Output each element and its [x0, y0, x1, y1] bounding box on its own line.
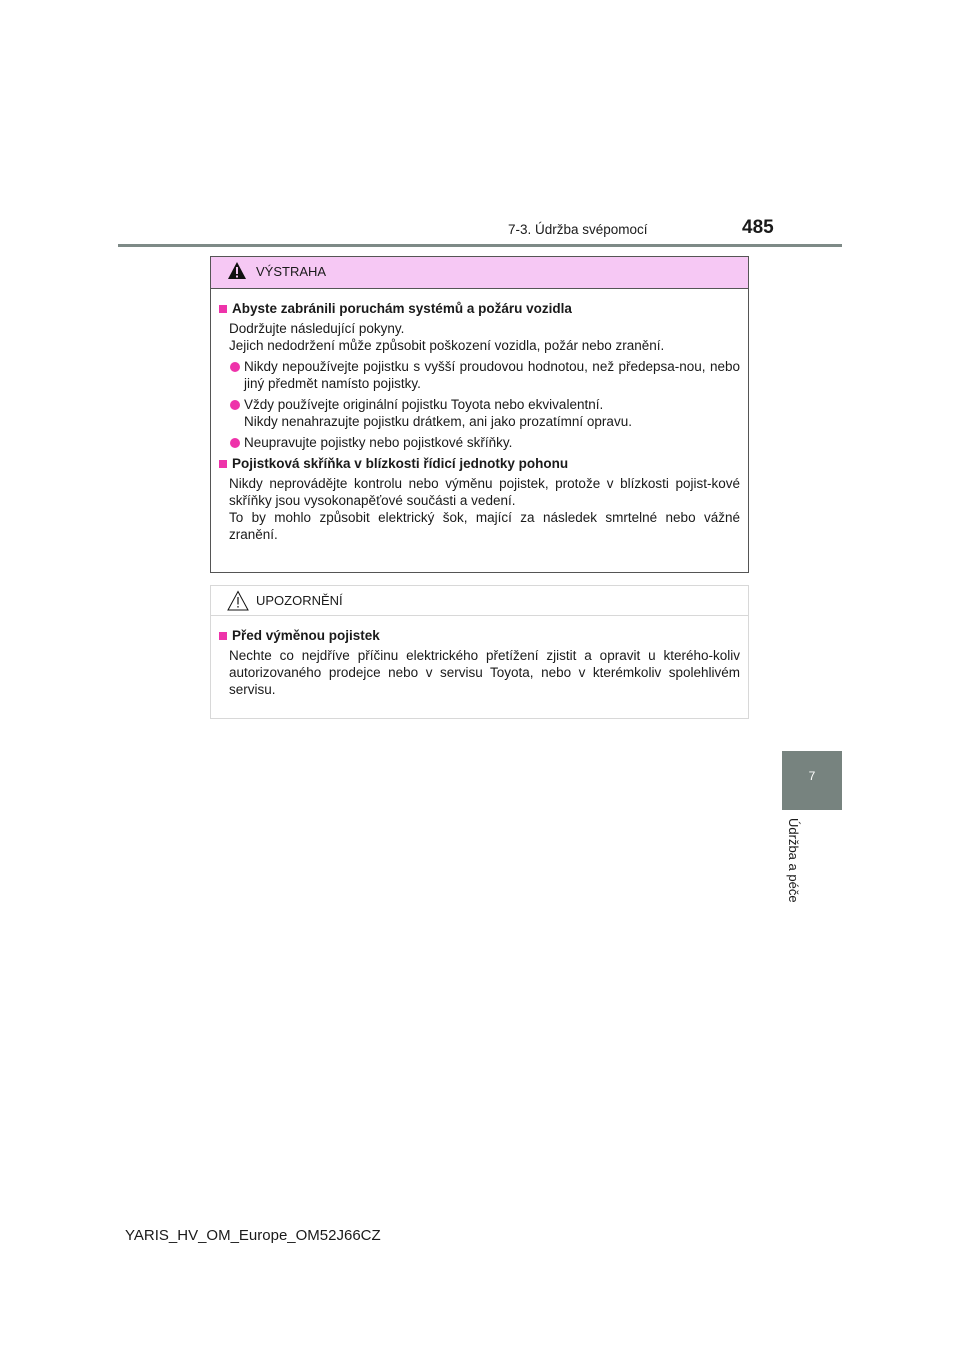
section-heading: Pojistková skříňka v blízkosti řídicí jednotky pohonu [218, 455, 740, 472]
header-divider [118, 244, 842, 247]
round-bullet-icon [230, 362, 240, 372]
chapter-number: 7 [808, 769, 816, 783]
chapter-tab[interactable] [782, 751, 842, 810]
section-heading: Abyste zabránili poruchám systémů a požáru vozidla [218, 300, 740, 317]
warning-triangle-outline-icon [227, 590, 249, 616]
paragraph: Dodržujte následující pokyny. Jejich nedodržení může způsobit poškození vozidla, požár nebo zranění. [229, 321, 665, 353]
warning-title: VÝSTRAHA [256, 264, 327, 279]
warning-triangle-filled-icon [227, 261, 247, 285]
list-item: Neupravujte pojistky nebo pojistkové skříňky. [218, 434, 740, 451]
paragraph: Nikdy neprovádějte kontrolu nebo výměnu pojistek, protože v blízkosti pojist-kové skříňky jsou vysokonapěťové součásti a vedení. To by mohlo způsobit elektrický šok, mající za následek smrtelné nebo vážné zranění. [229, 476, 740, 542]
square-bullet-icon [219, 460, 227, 468]
list-item: Nikdy nepoužívejte pojistku s vyšší proudovou hodnotou, než předepsa-nou, nebo jiný předmět namísto pojistky. [218, 358, 740, 392]
section-title: 7-3. Údržba svépomocí [508, 222, 648, 237]
page-number: 485 [742, 217, 774, 238]
list-item: Vždy používejte originální pojistku Toyota nebo ekvivalentní. Nikdy nenahrazujte pojistku drátkem, ani jako prozatímní opravu. [218, 396, 740, 430]
square-bullet-icon [219, 305, 227, 313]
section-heading: Před výměnou pojistek [218, 627, 740, 644]
caution-title: UPOZORNĚNÍ [256, 593, 343, 608]
warning-header [211, 257, 748, 289]
round-bullet-icon [230, 438, 240, 448]
paragraph: Nechte co nejdříve příčinu elektrického přetížení zjistit a opravit u kterého-koliv autorizovaného prodejce nebo v servisu Toyota, nebo v kterémkoliv spolehlivém servisu. [229, 648, 740, 697]
square-bullet-icon [219, 632, 227, 640]
caution-header [211, 586, 748, 616]
caution-box [210, 585, 749, 719]
chapter-title: Údržba a péče [786, 818, 801, 903]
warning-box [210, 256, 749, 573]
round-bullet-icon [230, 400, 240, 410]
document-id: YARIS_HV_OM_Europe_OM52J66CZ [125, 1227, 381, 1244]
